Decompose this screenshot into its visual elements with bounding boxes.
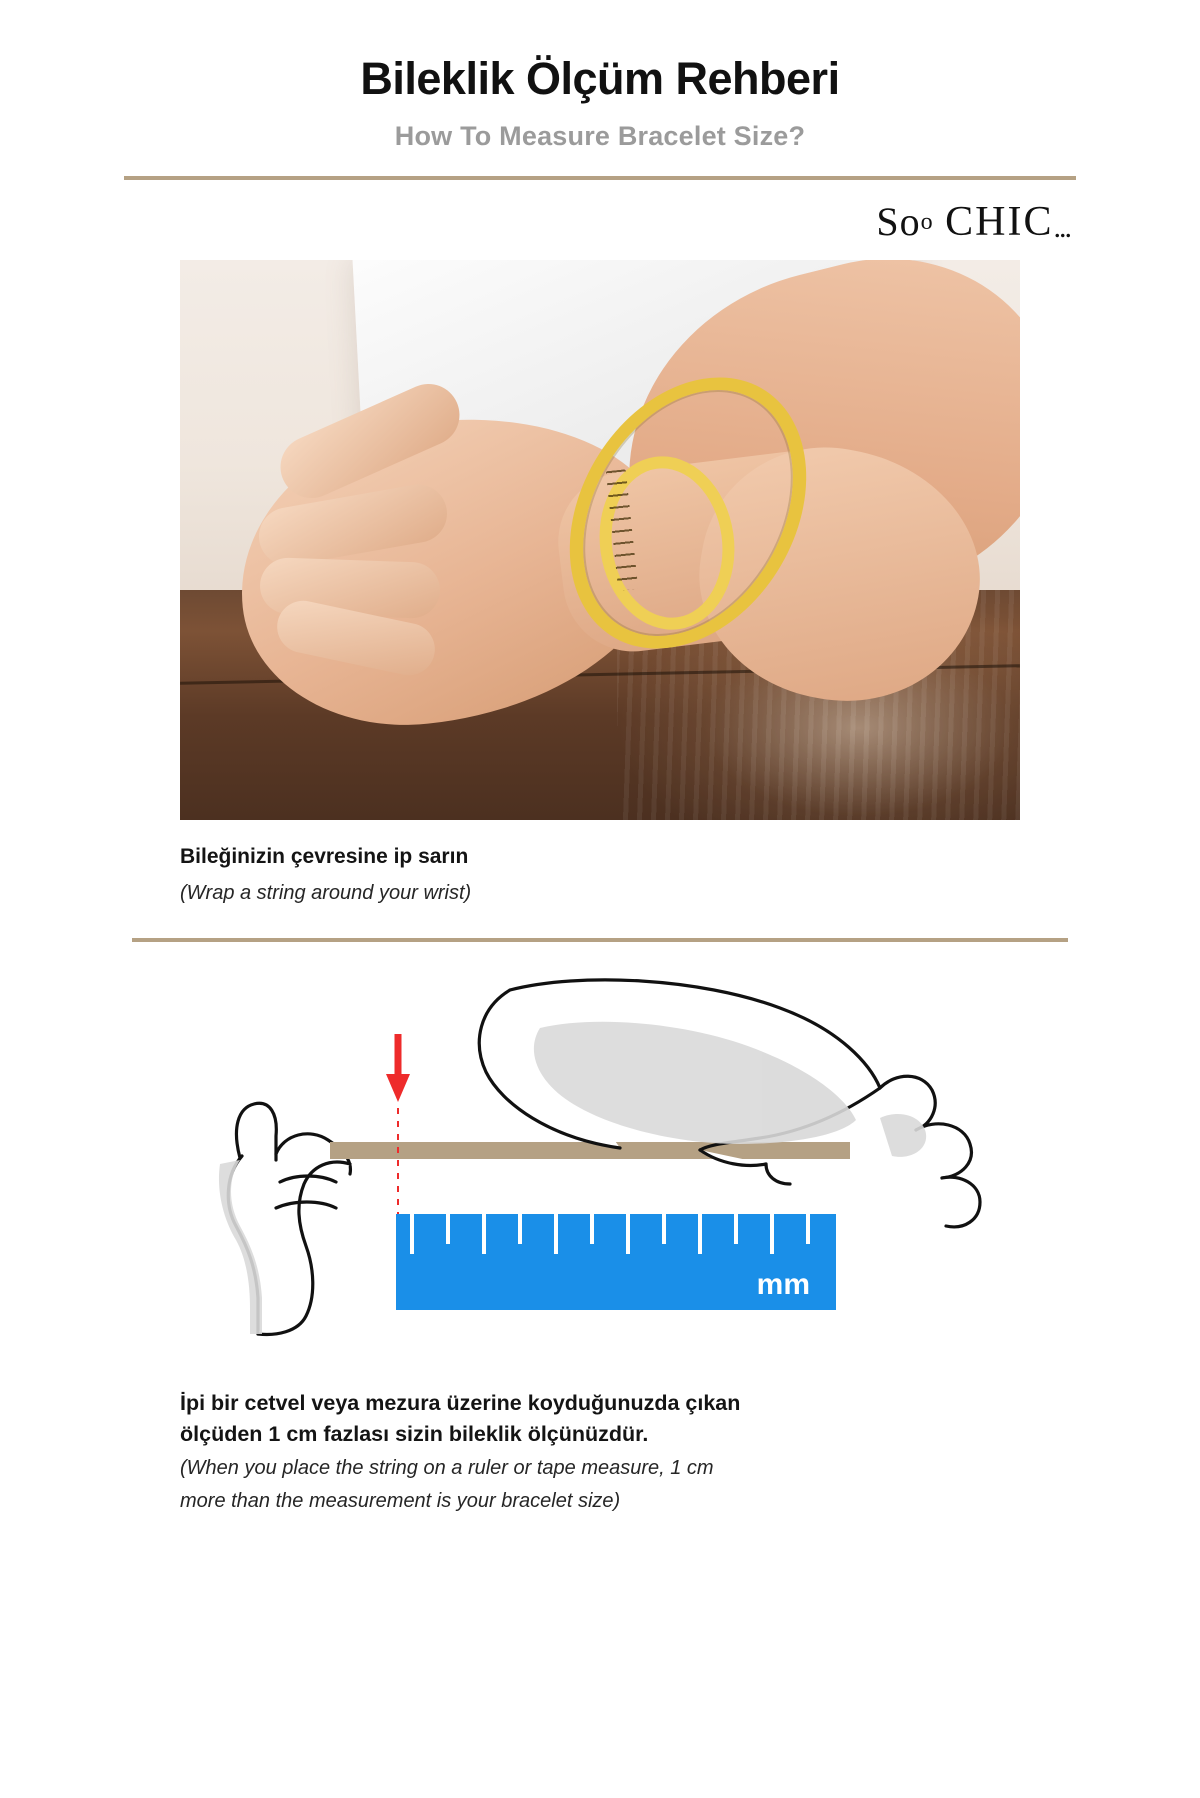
step2-caption-tr-line1: İpi bir cetvel veya mezura üzerine koyduğunuzda çıkan: [180, 1390, 741, 1415]
section-divider: [132, 938, 1068, 942]
brand-logo: [876, 198, 1070, 246]
step2-caption-tr-line2: ölçüden 1 cm fazlası sizin bileklik ölçünüzdür.: [180, 1422, 649, 1446]
ruler-illustration: [396, 1214, 836, 1310]
ruler-unit-label: mm: [756, 1267, 810, 1301]
header-divider: [124, 176, 1076, 180]
step2-caption-en-line2: more than the measurement is your bracelet size): [180, 1490, 621, 1513]
brand-word-so-sub: o: [920, 209, 934, 236]
string-bar: [330, 1142, 850, 1159]
step1-photo-wrapper: [180, 260, 1020, 820]
brand-row: [124, 198, 1076, 246]
page-subtitle: How To Measure Bracelet Size?: [394, 121, 806, 151]
brand-word-chic: CHIC: [945, 199, 1054, 246]
page-title: Bileklik Ölçüm Rehberi: [360, 53, 840, 104]
brand-dots: ...: [1053, 211, 1070, 245]
left-hand-illustration: [228, 1103, 350, 1334]
step2-caption-en-line1: (When you place the string on a ruler or tape measure, 1 cm: [180, 1457, 714, 1480]
page-header: [0, 0, 1200, 152]
string-on-ruler-diagram: [180, 968, 1020, 1368]
step2-diagram-wrapper: [180, 968, 1020, 1368]
step1-caption: [180, 842, 1020, 907]
step1-caption-en: (Wrap a string around your wrist): [180, 881, 472, 904]
step2-caption: [180, 1388, 1020, 1576]
wrist-measuring-photo: [180, 260, 1020, 820]
measurement-arrow: [386, 1034, 410, 1218]
brand-word-so: So: [876, 199, 921, 245]
step1-caption-tr: Bileğinizin çevresine ip sarın: [180, 845, 469, 869]
